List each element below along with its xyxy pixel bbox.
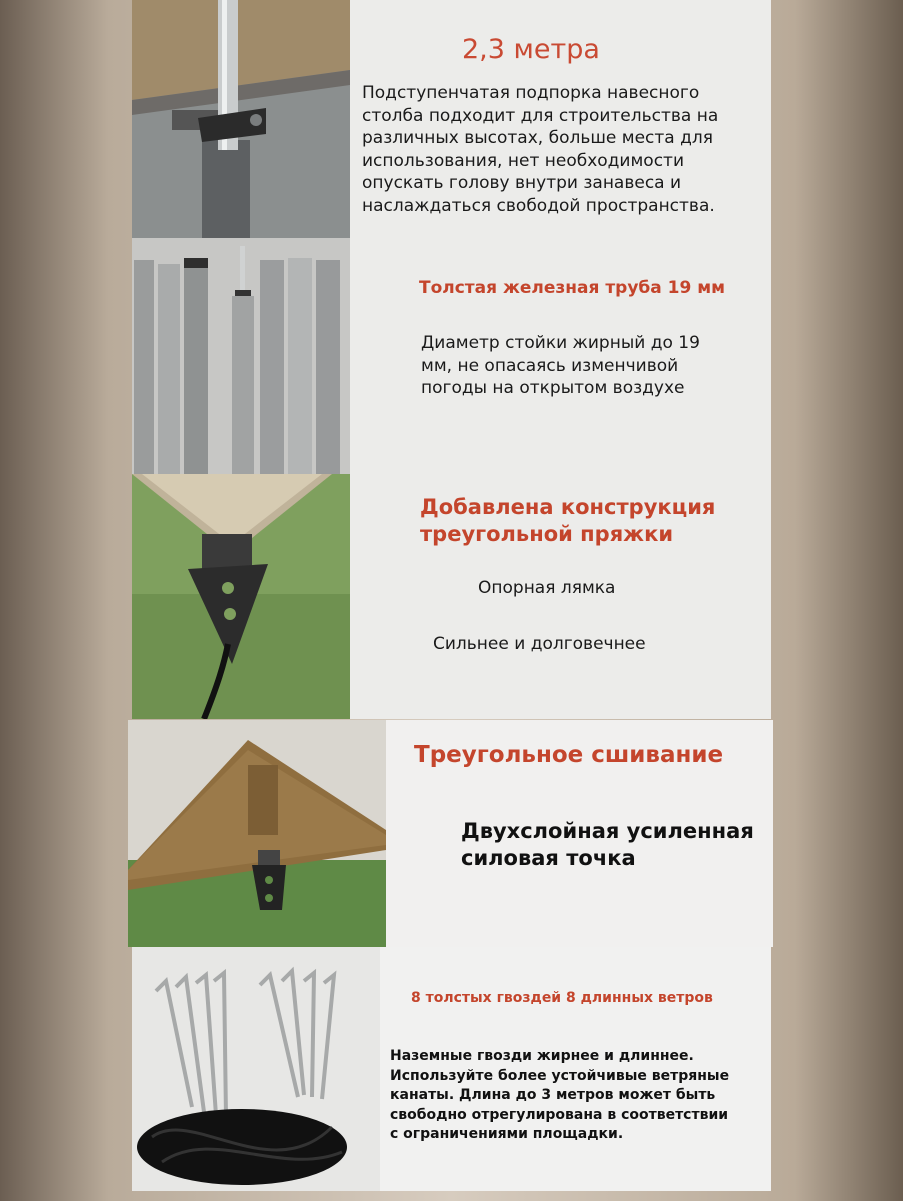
section-2-heading: Толстая железная труба 19 мм <box>419 278 726 298</box>
stitch-photo <box>128 720 386 947</box>
section-4-body: Двухслойная усиленная силовая точка <box>461 819 754 870</box>
section-2-body: Диаметр стойки жирный до 19 мм, не опасаясь изменчивой погоды на открытом воздухе <box>421 333 700 398</box>
section-4-heading: Треугольное сшивание <box>414 742 724 768</box>
section-1-heading: 2,3 метра <box>462 34 600 65</box>
section-stakes-ropes <box>132 947 771 1191</box>
section-1-body: Подступенчатая подпорка навесного столба подходит для строительства на различных высотах, больше места для использования, нет необходимости опускать голову внутри занавеса и наслаждаться свободой пространства. <box>362 83 719 216</box>
section-3-line1: Опорная лямка <box>478 578 616 598</box>
section-triangle-stitch <box>128 720 773 947</box>
section-5-body: Наземные гвозди жирнее и длиннее. Используйте более устойчивые ветряные канаты. Длина до 3 метров может быть свободно отрегулирована в соответствии с ограничениями площадки. <box>390 1048 730 1142</box>
section-iron-tube <box>132 238 771 474</box>
section-5-heading: 8 толстых гвоздей 8 длинных ветров <box>411 990 713 1006</box>
section-3-heading: Добавлена конструкция треугольной пряжки <box>420 495 716 546</box>
buckle-photo <box>132 474 350 719</box>
section-3-line2: Сильнее и долговечнее <box>433 634 646 654</box>
section-triangle-buckle <box>132 474 771 719</box>
section-pole-height <box>132 0 771 238</box>
tubes-photo <box>132 238 350 474</box>
stakes-photo <box>132 947 380 1191</box>
pole-top-photo <box>132 0 350 238</box>
